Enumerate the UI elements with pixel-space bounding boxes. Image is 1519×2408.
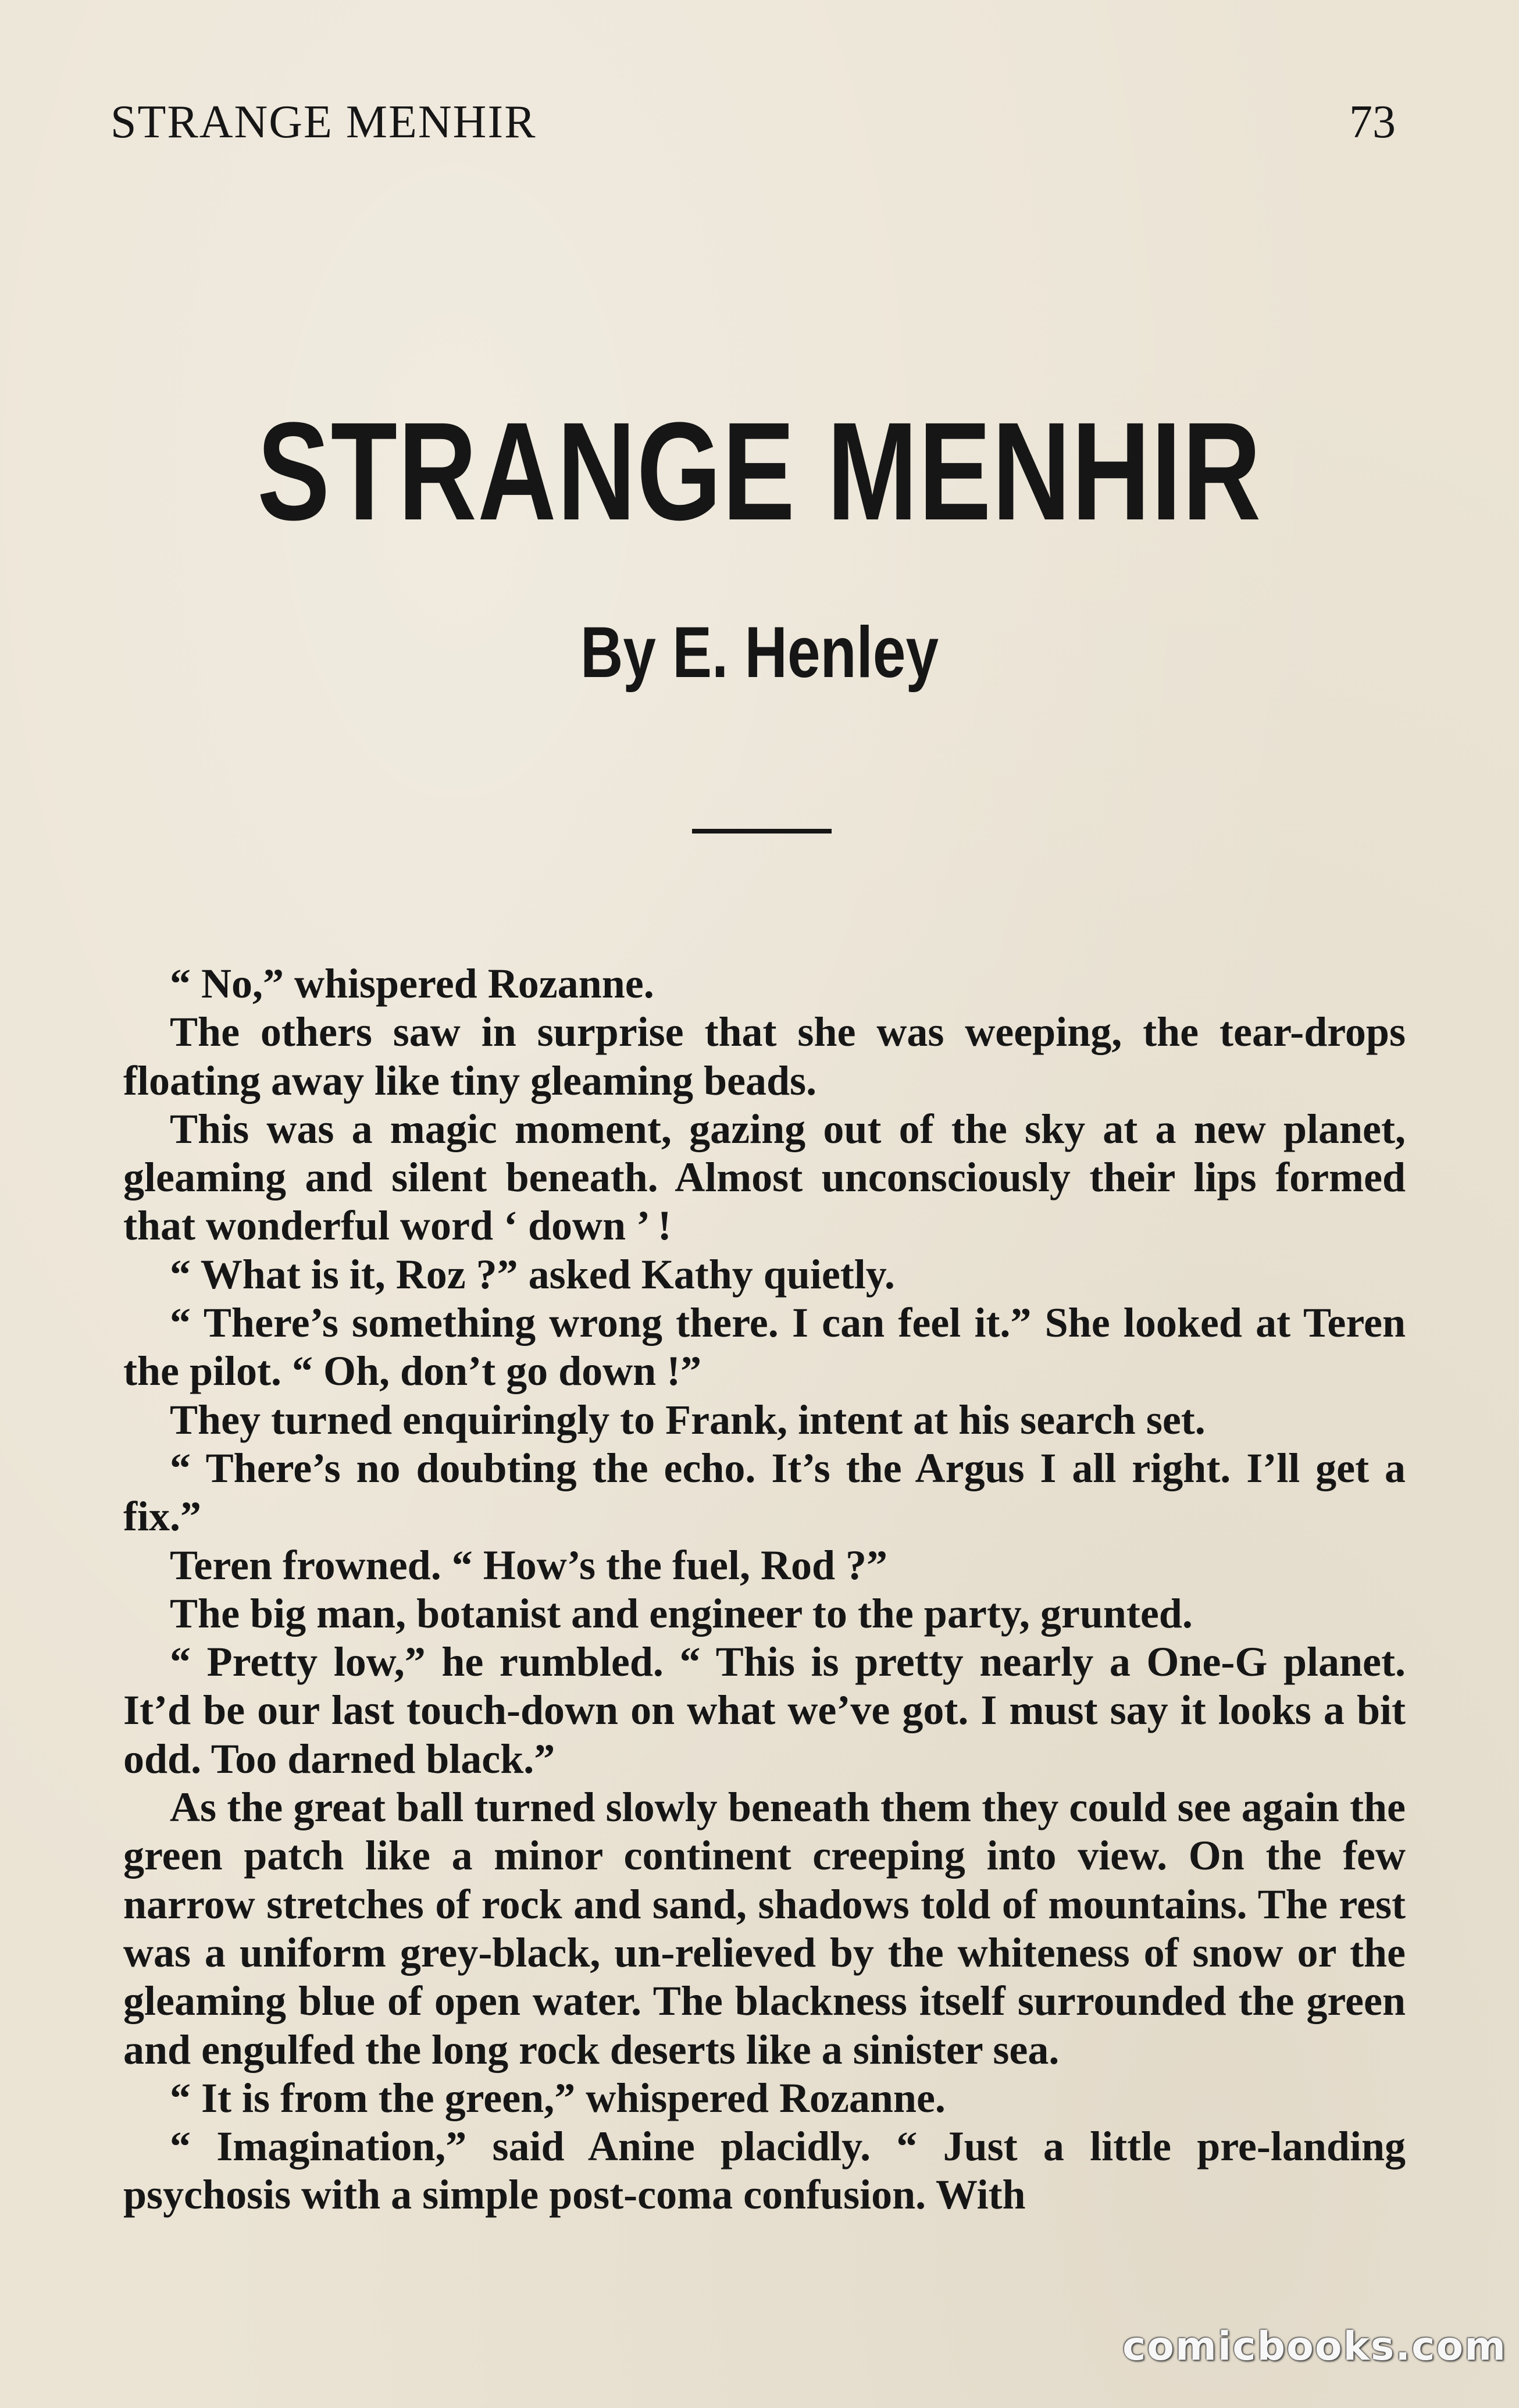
paragraph: “ Imagination,” said Anine placidly. “ Just a little pre-landing psychosis with a simple post-coma confusion. With [123, 2123, 1406, 2218]
running-head [110, 96, 1396, 154]
page-number: 73 [1349, 97, 1396, 148]
paragraph: They turned enquiringly to Frank, intent at his search set. [170, 1396, 1206, 1443]
paragraph: As the great ball turned slowly beneath them they could see again the green patch like a minor continent creeping into view. On the few narrow stretches of rock and sand, shadows told of mountains. The rest was a uniform grey-black, un-relieved by the whiteness of snow or the gleaming blue of open water. The blackness itself surrounded the green and engulfed the long rock deserts like a sinister sea. [123, 1784, 1406, 2073]
story-body [123, 960, 1406, 2220]
paragraph: “ There’s something wrong there. I can feel it.” She looked at Teren the pilot. “ Oh, don’t go down !” [123, 1299, 1406, 1395]
title-rule [692, 829, 832, 833]
paragraph: “ No,” whispered Rozanne. [170, 960, 654, 1007]
watermark: comicbooks.com [1122, 2324, 1507, 2370]
byline: By E. Henley [580, 612, 939, 693]
paragraph: Teren frowned. “ How’s the fuel, Rod ?” [170, 1541, 888, 1588]
story-title: STRANGE MENHIR [257, 393, 1262, 549]
running-head-title: STRANGE MENHIR [110, 97, 537, 148]
paragraph: This was a magic moment, gazing out of the sky at a new planet, gleaming and silent beneath. Almost unconsciously their lips formed that wonderful word ‘ down ’ ! [123, 1105, 1406, 1249]
paragraph: “ What is it, Roz ?” asked Kathy quietly. [170, 1251, 895, 1298]
paragraph: “ There’s no doubting the echo. It’s the Argus I all right. I’ll get a fix.” [123, 1444, 1406, 1540]
paragraph: The big man, botanist and engineer to the party, grunted. [170, 1590, 1193, 1637]
paragraph: “ Pretty low,” he rumbled. “ This is pretty nearly a One-G planet. It’d be our last touch-down on what we’ve got. I must say it looks a bit odd. Too darned black.” [123, 1638, 1406, 1782]
paragraph: The others saw in surprise that she was weeping, the tear-drops floating away like tiny gleaming beads. [123, 1009, 1406, 1104]
paragraph: “ It is from the green,” whispered Rozanne. [170, 2074, 946, 2121]
